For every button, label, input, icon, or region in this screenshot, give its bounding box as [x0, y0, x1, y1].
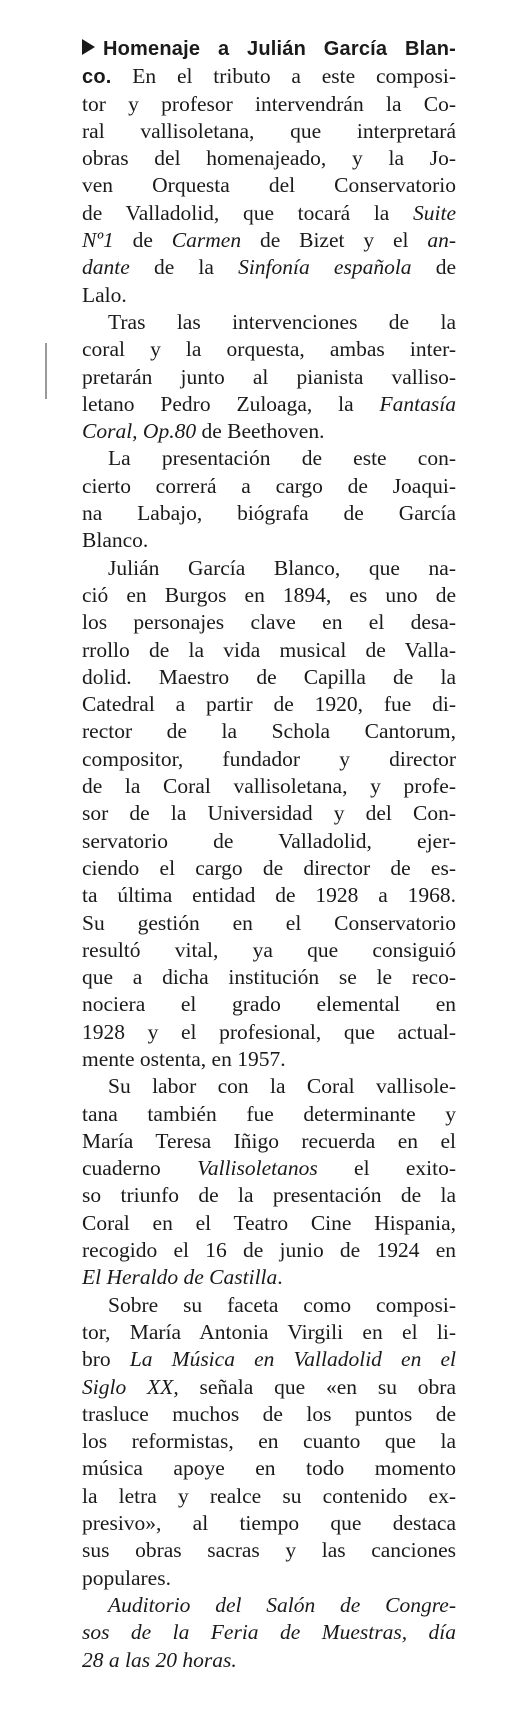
text-line: ven Orquesta del Conservatorio [82, 173, 456, 198]
text-line: tor y profesor intervendrán la Co- [82, 91, 456, 116]
text-line: la letra y realce su contenido ex- [82, 1483, 456, 1508]
text-line: que a dicha institución se le reco- [82, 965, 456, 990]
text-line: Julián García Blanco, que na- [108, 555, 456, 580]
text-line: pretarán junto al pianista valliso- [82, 364, 456, 389]
text-line: rector de la Schola Cantorum, [82, 719, 456, 744]
text-line: sus obras sacras y las canciones [82, 1538, 456, 1563]
text-line: los reformistas, en cuanto que la [82, 1429, 456, 1454]
text-line: compositor, fundador y director [82, 746, 456, 771]
text-line: de la Coral vallisoletana, y profe- [82, 774, 456, 799]
text-line: so triunfo de la presentación de la [82, 1183, 456, 1208]
text-line: tor, María Antonia Virgili en el li- [82, 1319, 456, 1344]
text-line: El Heraldo de Castilla. [82, 1265, 283, 1290]
text-line: co. En el tributo a este composi- [82, 64, 456, 89]
event-info-line: sos de la Feria de Muestras, día [82, 1620, 456, 1645]
work-title: Suite [413, 200, 456, 225]
text-line: ta última entidad de 1928 a 1968. [82, 883, 456, 908]
text-line: Catedral a partir de 1920, fue di- [82, 692, 456, 717]
text-line: ciendo el cargo de director de es- [82, 855, 456, 880]
text-line: ral vallisoletana, que interpretará [82, 118, 456, 143]
text-line: coral y la orquesta, ambas inter- [82, 337, 456, 362]
text-line: Su gestión en el Conservatorio [82, 910, 456, 935]
text-line: cierto correrá a cargo de Joaqui- [82, 473, 456, 498]
text-line: rrollo de la vida musical de Valla- [82, 637, 456, 662]
event-info-line: Auditorio del Salón de Congre- [108, 1592, 456, 1617]
text-line: obras del homenajeado, y la Jo- [82, 146, 456, 171]
text-line: nociera el grado elemental en [82, 992, 456, 1017]
text-line: tana también fue determinante y [82, 1101, 456, 1126]
text-line: dante de la Sinfonía española de [82, 255, 456, 280]
text-line: recogido el 16 de junio de 1924 en [82, 1238, 456, 1263]
text-line: na Labajo, biógrafa de García [82, 501, 456, 526]
text-line: María Teresa Iñigo recuerda en el [82, 1128, 456, 1153]
text-line: mente ostenta, en 1957. [82, 1046, 286, 1071]
margin-mark [45, 343, 47, 399]
text-line: Tras las intervenciones de la [108, 309, 456, 334]
text-line: bro La Música en Valladolid en el [82, 1347, 456, 1372]
text-line: música apoye en todo momento [82, 1456, 456, 1481]
text-line: resultó vital, ya que consiguió [82, 937, 456, 962]
text-line: cuaderno Vallisoletanos el exito- [82, 1156, 456, 1181]
text-line: de Valladolid, que tocará la Suite [82, 200, 456, 225]
text-line: Sobre su faceta como composi- [108, 1292, 456, 1317]
text-line: Lalo. [82, 282, 127, 307]
text-line: dolid. Maestro de Capilla de la [82, 664, 456, 689]
text-line: 1928 y el profesional, que actual- [82, 1019, 456, 1044]
text-line: letano Pedro Zuloaga, la Fantasía [82, 391, 456, 416]
text-line: Coral, Op.80 de Beethoven. [82, 419, 325, 444]
text-line: trasluce muchos de los puntos de [82, 1401, 456, 1426]
text-line: presivo», al tiempo que destaca [82, 1511, 456, 1536]
text-line: Nº1 de Carmen de Bizet y el an- [82, 228, 457, 253]
text-line: sor de la Universidad y del Con- [82, 801, 456, 826]
text-line: Blanco. [82, 528, 149, 553]
article-column [82, 36, 456, 1674]
arrow-bullet-icon [82, 39, 95, 55]
text-line: Su labor con la Coral vallisole- [108, 1074, 456, 1099]
text-line: ció en Burgos en 1894, es uno de [82, 582, 456, 607]
headline-line-1: Homenaje a Julián García Blan- [82, 36, 456, 63]
text-line: populares. [82, 1565, 171, 1590]
text-line: los personajes clave en el desa- [82, 610, 456, 635]
text-line: Coral en el Teatro Cine Hispania, [82, 1210, 456, 1235]
text-line: servatorio de Valladolid, ejer- [82, 828, 456, 853]
headline-end: co. [82, 66, 112, 89]
text-line: Siglo XX, señala que «en su obra [82, 1374, 457, 1399]
event-info-line: 28 a las 20 horas. [82, 1647, 237, 1672]
text-line: La presentación de este con- [108, 446, 456, 471]
